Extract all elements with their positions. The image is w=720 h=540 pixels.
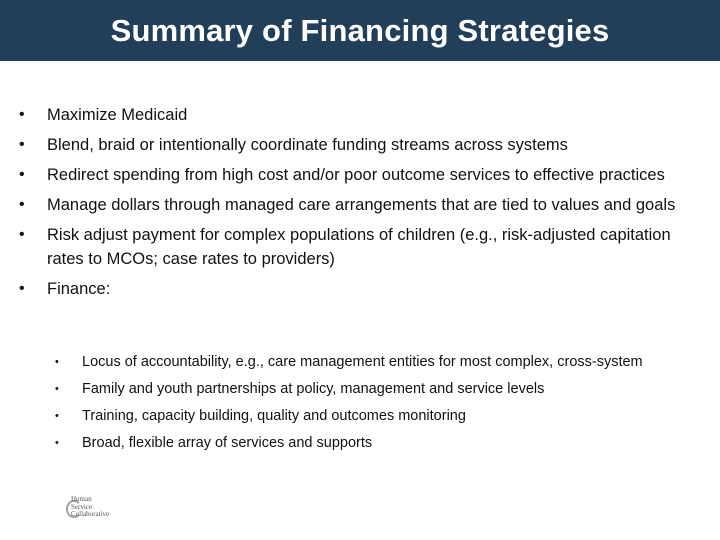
bullet-text: Blend, braid or intentionally coordinate funding streams across systems	[47, 136, 568, 154]
logo-line: Service	[71, 502, 92, 511]
sub-bullet-text: Family and youth partnerships at policy, management and service levels	[82, 381, 545, 397]
bullet-text: Redirect spending from high cost and/or poor outcome services to effective practices	[47, 166, 665, 184]
sub-bullet-text: Broad, flexible array of services and supports	[82, 435, 373, 451]
bullet-item	[18, 163, 678, 187]
bullet-icon: •	[19, 196, 25, 213]
sub-bullet-item	[53, 352, 673, 373]
sub-bullet-list	[53, 352, 673, 460]
bullet-item	[18, 277, 678, 301]
bullet-icon: •	[19, 136, 25, 153]
bullet-item	[18, 103, 678, 127]
page-title: Summary of Financing Strategies	[110, 12, 610, 48]
bullet-icon: •	[55, 356, 59, 368]
logo-line: Human	[71, 495, 92, 503]
bullet-item	[18, 133, 678, 157]
bullet-text: Maximize Medicaid	[47, 106, 188, 124]
sub-bullet-item	[53, 379, 673, 400]
bullet-icon: •	[19, 106, 25, 123]
bullet-icon: •	[55, 383, 59, 395]
bullet-text: Risk adjust payment for complex populations of children (e.g., risk-adjusted capitation rates to MCOs; case rates to providers)	[47, 226, 671, 268]
bullet-icon: •	[55, 410, 59, 422]
sub-bullet-text: Training, capacity building, quality and outcomes monitoring	[82, 408, 466, 424]
logo-line: Collaborative	[71, 510, 110, 518]
bullet-item	[18, 223, 678, 271]
title-bar	[0, 0, 720, 61]
bullet-list	[18, 103, 678, 307]
logo-text	[71, 496, 109, 519]
sub-bullet-item	[53, 406, 673, 427]
bullet-icon: •	[19, 166, 25, 183]
bullet-icon: •	[19, 280, 25, 297]
sub-bullet-item	[53, 433, 673, 454]
bullet-text: Manage dollars through managed care arrangements that are tied to values and goals	[47, 196, 676, 214]
bullet-item	[18, 193, 678, 217]
sub-bullet-text: Locus of accountability, e.g., care management entities for most complex, cross-system	[82, 354, 643, 370]
bullet-icon: •	[55, 437, 59, 449]
bullet-text: Finance:	[47, 280, 111, 298]
organization-logo	[62, 496, 132, 522]
bullet-icon: •	[19, 226, 25, 243]
